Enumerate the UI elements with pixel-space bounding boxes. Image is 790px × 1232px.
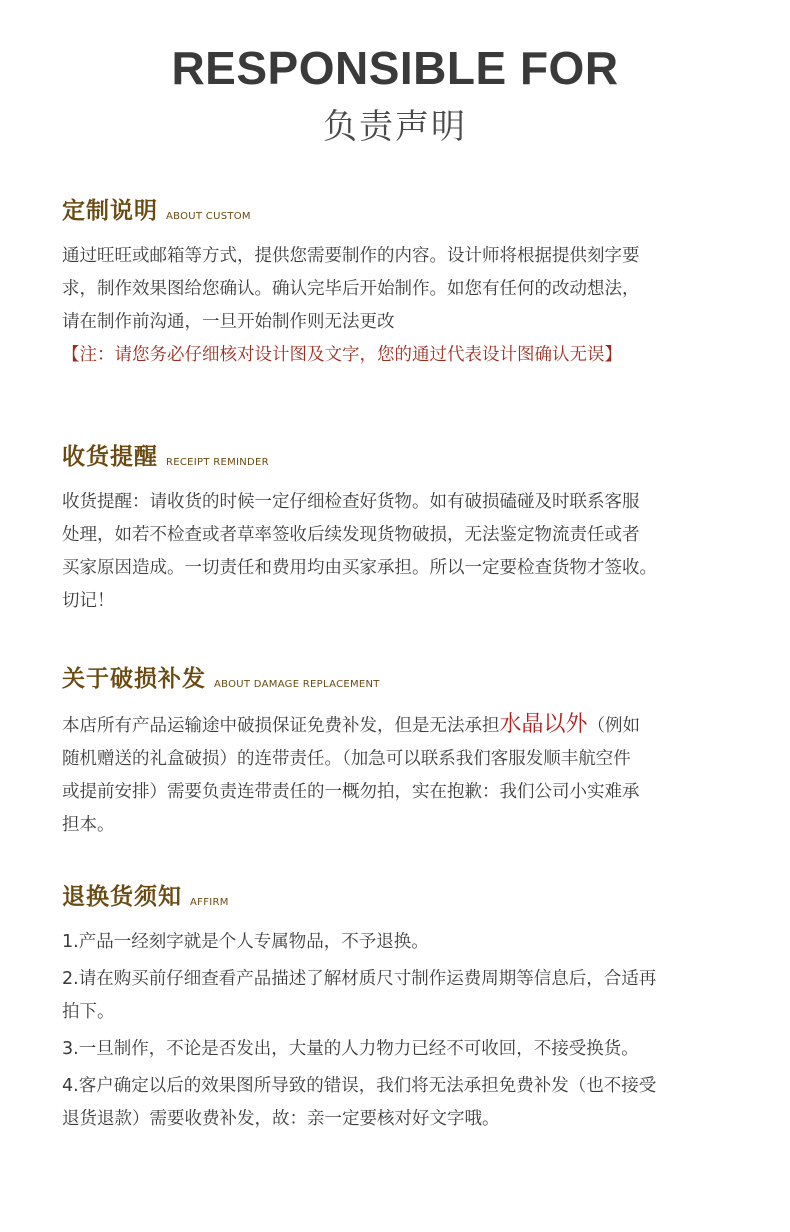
section-heading bbox=[62, 192, 750, 226]
line-text: 本店所有产品运输途中破损保证免费补发，但是无法承担 bbox=[62, 716, 500, 736]
list-item bbox=[62, 963, 750, 1029]
section-damage bbox=[62, 660, 750, 842]
section-affirm bbox=[62, 878, 750, 1140]
body-line: 请在制作前沟通，一旦开始制作则无法更改 bbox=[62, 312, 395, 332]
body-line: 切记！ bbox=[62, 591, 115, 611]
body-line: 收货提醒：请收货的时候一定仔细检查好货物。如有破损磕碰及时联系客服 bbox=[62, 492, 640, 512]
section-heading bbox=[62, 660, 750, 694]
list-item-line: 2.请在购买前仔细查看产品描述了解材质尺寸制作运费周期等信息后，合适再 bbox=[62, 969, 657, 989]
title-english: RESPONSIBLE FOR bbox=[171, 42, 619, 94]
list-item: 1.产品一经刻字就是个人专属物品，不予退换。 bbox=[62, 932, 429, 952]
section-body bbox=[62, 926, 750, 1136]
body-line bbox=[62, 708, 750, 743]
section-heading bbox=[62, 438, 750, 472]
section-body bbox=[62, 708, 750, 842]
section-title-en: ABOUT DAMAGE REPLACEMENT bbox=[214, 679, 380, 690]
section-title-cn: 定制说明 bbox=[62, 198, 158, 224]
body-line: 或提前安排）需要负责连带责任的一概勿拍，实在抱歉：我们公司小实难承 bbox=[62, 782, 640, 802]
section-title-en: ABOUT CUSTOM bbox=[166, 211, 251, 222]
title-chinese: 负责声明 bbox=[323, 107, 467, 147]
line-text: （例如 bbox=[587, 716, 641, 736]
section-heading bbox=[62, 878, 750, 912]
list-item bbox=[62, 1070, 750, 1136]
highlight-text: 水晶以外 bbox=[499, 712, 588, 737]
section-title-en: RECEIPT REMINDER bbox=[166, 457, 269, 468]
section-title-cn: 收货提醒 bbox=[62, 444, 158, 470]
section-receipt bbox=[62, 438, 750, 618]
section-title-cn: 退换货须知 bbox=[62, 884, 182, 910]
list-item-line: 退货退款）需要收费补发，故：亲一定要核对好文字哦。 bbox=[62, 1109, 500, 1129]
page-header bbox=[0, 0, 790, 150]
body-line: 担本。 bbox=[62, 815, 115, 835]
section-title-cn: 关于破损补发 bbox=[62, 666, 206, 692]
list-item-line: 4.客户确定以后的效果图所导致的错误，我们将无法承担免费补发（也不接受 bbox=[62, 1076, 657, 1096]
section-body bbox=[62, 486, 750, 618]
body-line: 买家原因造成。一切责任和费用均由买家承担。所以一定要检查货物才签收。 bbox=[62, 558, 657, 578]
list-item: 3.一旦制作，不论是否发出，大量的人力物力已经不可收回，不接受换货。 bbox=[62, 1039, 639, 1059]
section-title-en: AFFIRM bbox=[190, 897, 229, 908]
section-custom bbox=[62, 192, 750, 372]
body-line: 处理，如若不检查或者草率签收后续发现货物破损，无法鉴定物流责任或者 bbox=[62, 525, 640, 545]
body-line: 随机赠送的礼盒破损）的连带责任。（加急可以联系我们客服发顺丰航空件 bbox=[62, 749, 631, 769]
section-body bbox=[62, 240, 750, 372]
body-line: 通过旺旺或邮箱等方式，提供您需要制作的内容。设计师将根据提供刻字要 bbox=[62, 246, 640, 266]
body-line: 求，制作效果图给您确认。确认完毕后开始制作。如您有任何的改动想法， bbox=[62, 279, 640, 299]
note-warning: 【注：请您务必仔细核对设计图及文字，您的通过代表设计图确认无误】 bbox=[62, 345, 622, 365]
list-item-line: 拍下。 bbox=[62, 1002, 115, 1022]
